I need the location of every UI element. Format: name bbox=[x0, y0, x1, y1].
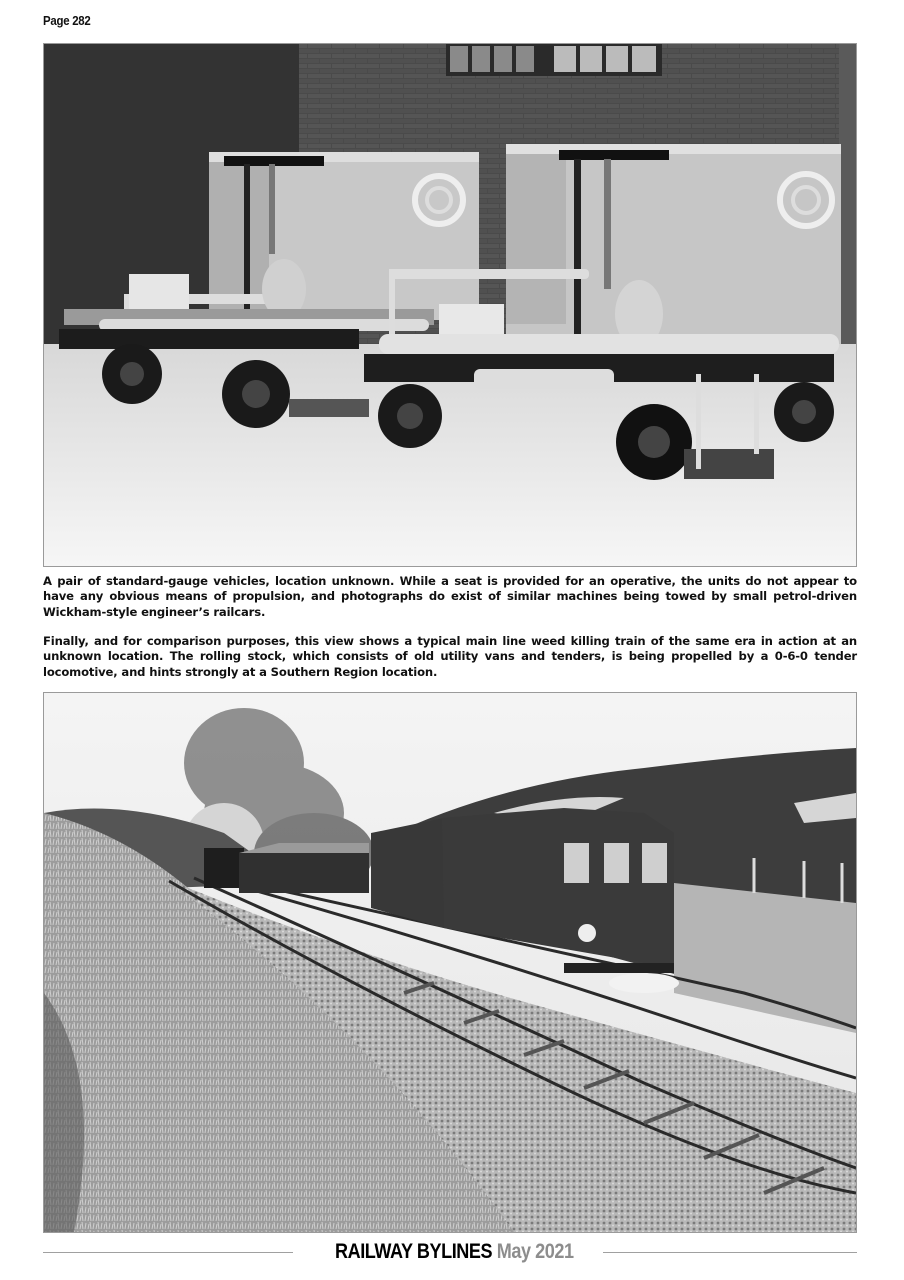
caption-weedkilling-train: Finally, and for comparison purposes, this view shows a typical main line weed killing train of the same era in action at an unknown location. The rolling stock, which consists of old utility vans and tenders, is being propelled by a 0-6-0 tender locomotive, and hints strongly at a Southern Region location. bbox=[43, 634, 857, 679]
magazine-name: RAILWAY BYLINES bbox=[335, 1240, 493, 1263]
photo-train-image bbox=[44, 693, 856, 1232]
caption-trolleys: A pair of standard-gauge vehicles, location unknown. While a seat is provided for an operative, the units do not appear to have any obvious means of propulsion, and photographs do exist of similar machines being towed by small petrol-driven Wickham-style engineer’s railcars. bbox=[43, 574, 857, 619]
footer-rule-right bbox=[603, 1252, 857, 1253]
photo-weedkilling-train bbox=[43, 692, 857, 1233]
footer-rule-left bbox=[43, 1252, 293, 1253]
photo-trolleys-image bbox=[44, 44, 856, 566]
footer-masthead bbox=[335, 1240, 574, 1264]
photo-weedkilling-trolleys bbox=[43, 43, 857, 567]
page-number: Page 282 bbox=[43, 13, 91, 28]
issue-date: May 2021 bbox=[496, 1240, 574, 1263]
